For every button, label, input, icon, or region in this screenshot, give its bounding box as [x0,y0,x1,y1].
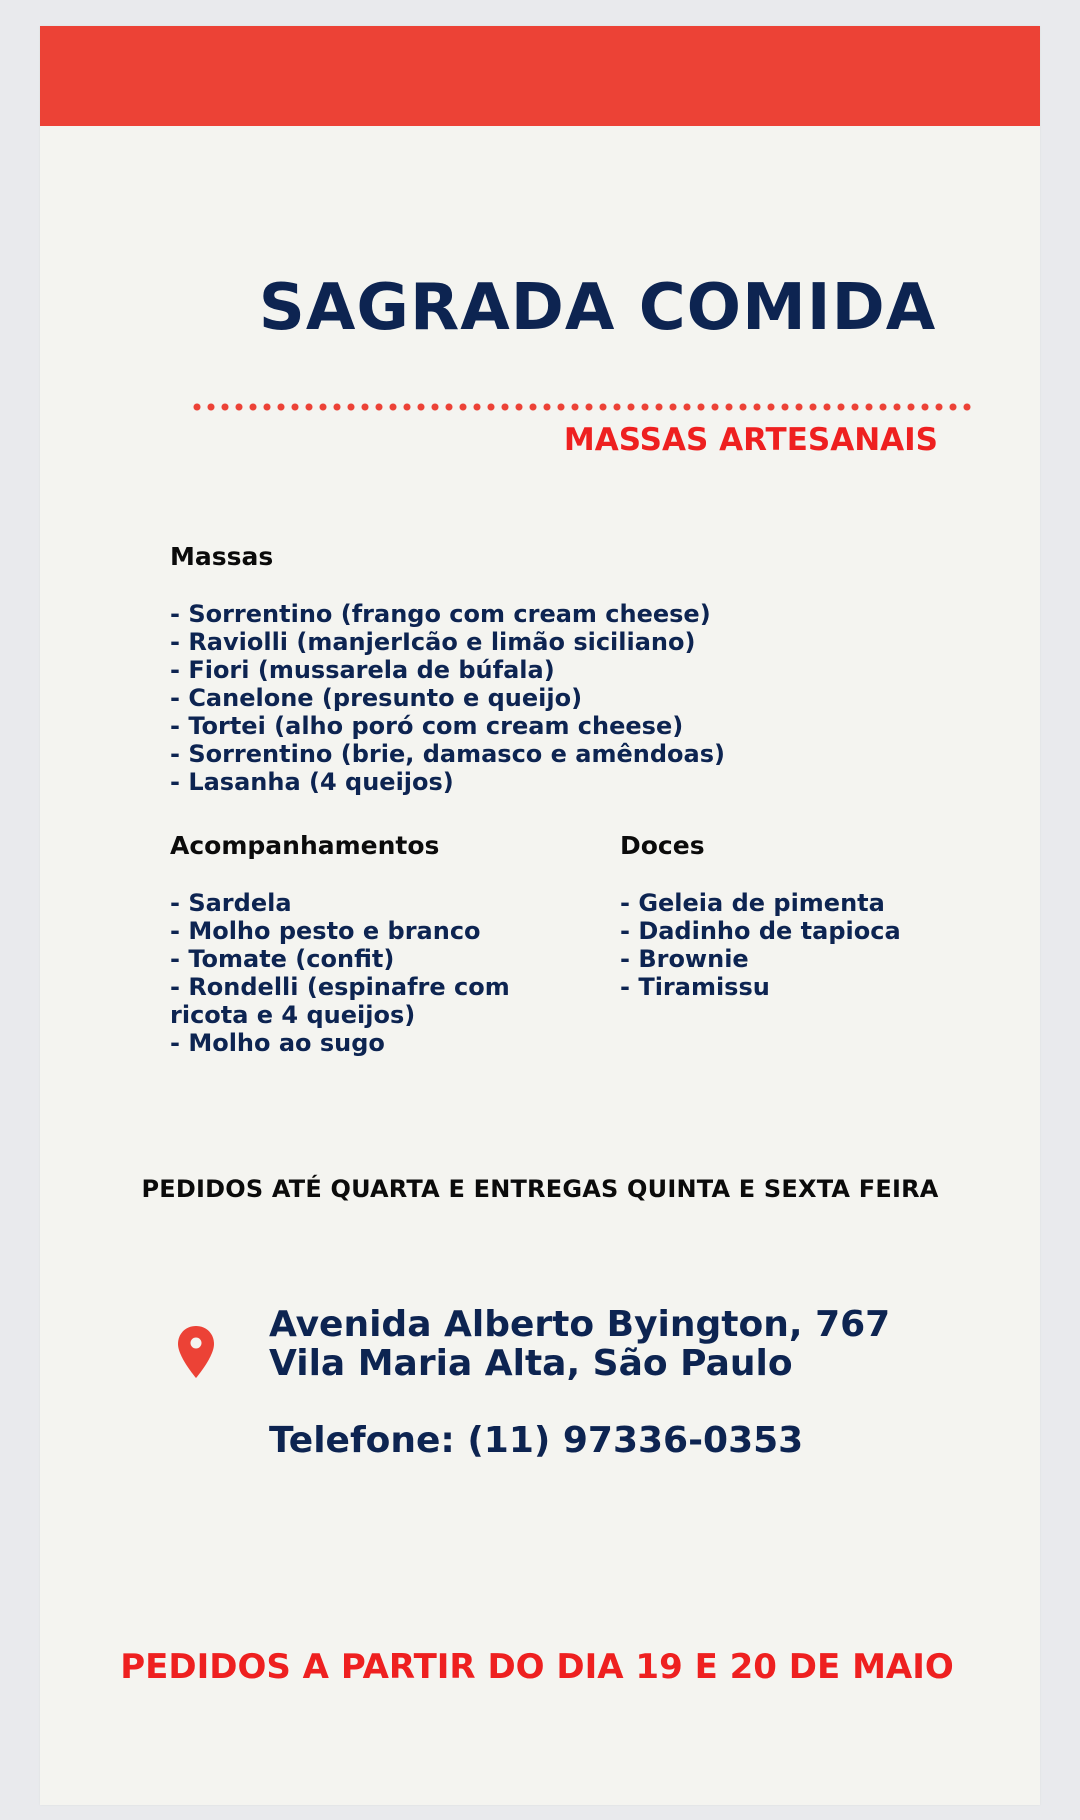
list-item: - Brownie [620,945,749,973]
list-item: - Raviolli (manjerIcão e limão siciliano) [170,628,696,656]
flyer-card [40,26,1040,1805]
section-title-doces: Doces [620,831,705,860]
order-schedule-notice: PEDIDOS ATÉ QUARTA E ENTREGAS QUINTA E SEXTA FEIRA [141,1175,939,1203]
list-item: - Tomate (confit) [170,945,395,973]
list-item: - Sorrentino (frango com cream cheese) [170,600,711,628]
acompanhamentos-list [170,889,550,1057]
location-pin-icon [177,1325,215,1379]
list-item: - Geleia de pimenta [620,889,885,917]
section-title-massas: Massas [170,542,274,571]
list-item: - Tiramissu [620,973,770,1001]
list-item: - Canelone (presunto e queijo) [170,684,583,712]
list-item: - Sorrentino (brie, damasco e amêndoas) [170,740,725,768]
list-item: - Rondelli (espinafre com ricota e 4 queijos) [170,973,510,1029]
address-line-2: Vila Maria Alta, São Paulo [269,1343,793,1384]
doces-list [620,889,980,1001]
brand-tagline: MASSAS ARTESANAIS [563,422,938,458]
section-title-acompanhamentos: Acompanhamentos [170,831,440,860]
phone-number: Telefone: (11) 97336-0353 [269,1420,804,1461]
order-start-banner: PEDIDOS A PARTIR DO DIA 19 E 20 DE MAIO [120,1647,954,1687]
address-line-1: Avenida Alberto Byington, 767 [269,1304,891,1345]
brand-name: SAGRADA COMIDA [258,271,937,345]
dotted-divider [190,403,972,411]
top-banner [40,26,1040,126]
list-item: - Molho pesto e branco [170,917,481,945]
list-item: - Molho ao sugo [170,1029,385,1057]
massas-list [170,600,870,796]
list-item: - Lasanha (4 queijos) [170,768,454,796]
list-item: - Tortei (alho poró com cream cheese) [170,712,684,740]
list-item: - Fiori (mussarela de búfala) [170,656,555,684]
list-item: - Sardela [170,889,292,917]
list-item: - Dadinho de tapioca [620,917,901,945]
